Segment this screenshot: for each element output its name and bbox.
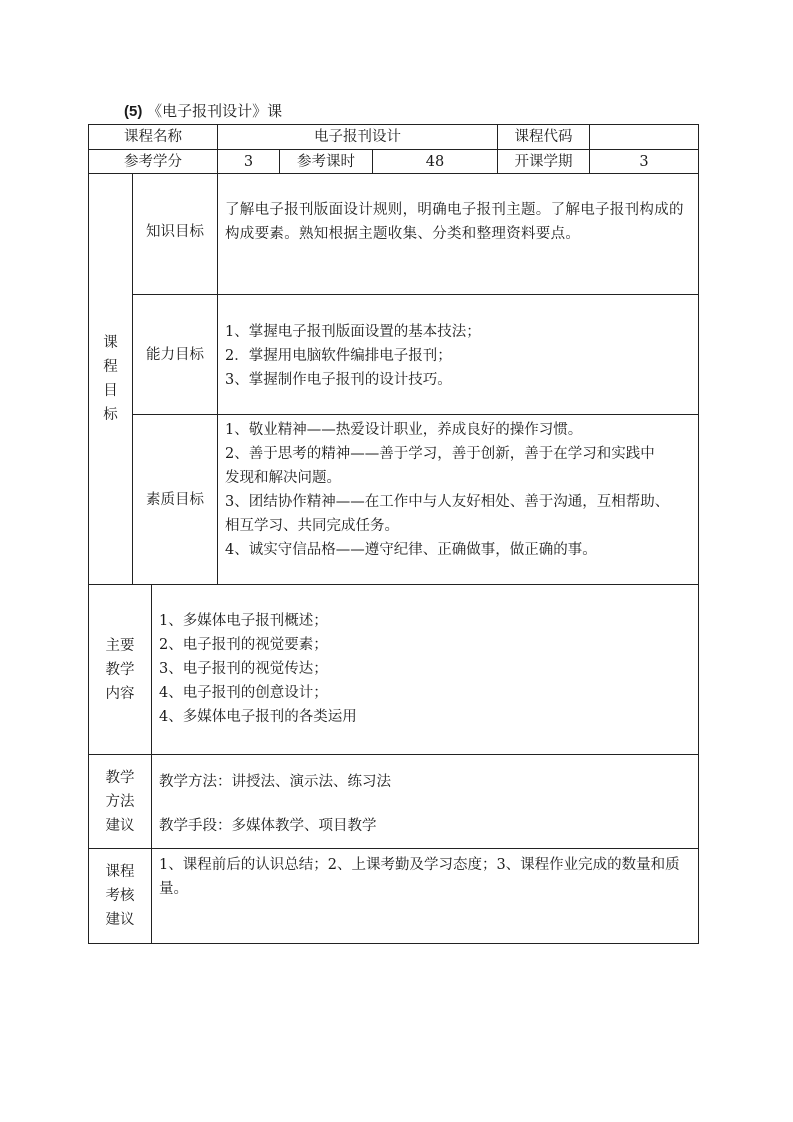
content-list — [159, 609, 689, 729]
course-name-label: 课程名称 — [124, 129, 182, 145]
list-item: 1、掌握电子报刊版面设置的基本技法； — [225, 324, 481, 340]
quality-objective-label: 素质目标 — [146, 491, 204, 508]
list-item: 1、敬业精神——热爱设计职业，养成良好的操作习惯。 — [225, 422, 583, 438]
list-item: 3、电子报刊的视觉传达； — [159, 661, 328, 677]
ability-objective-label: 能力目标 — [146, 346, 204, 363]
teaching-means: 教学手段：多媒体教学、项目教学 — [159, 818, 377, 834]
section-title: 《电子报刊设计》课 — [147, 102, 283, 120]
section-number: (5) — [124, 103, 143, 120]
list-item: 相互学习、共同完成任务。 — [225, 518, 399, 534]
objectives-group-label: 课 程 目 标 — [103, 335, 118, 423]
method-label: 教学 方法 建议 — [105, 769, 135, 834]
hours-label: 参考课时 — [297, 153, 355, 170]
course-code-label: 课程代码 — [514, 129, 573, 145]
list-item: 2．掌握用电脑软件编排电子报刊； — [225, 348, 452, 364]
list-item: 3、团结协作精神——在工作中与人友好相处、善于沟通，互相帮助、 — [225, 494, 670, 510]
list-item: 2、电子报刊的视觉要素； — [159, 637, 328, 653]
hours-value: 48 — [425, 153, 445, 170]
semester-value: 3 — [639, 153, 649, 170]
course-name-value: 电子报刊设计 — [314, 129, 401, 145]
list-item: 1、多媒体电子报刊概述； — [159, 613, 328, 629]
semester-label: 开课学期 — [514, 153, 573, 170]
list-item: 4、电子报刊的创意设计； — [159, 685, 328, 701]
list-item: 3、掌握制作电子报刊的设计技巧。 — [225, 372, 452, 388]
assessment-text: 1、课程前后的认识总结；2、上课考勤及学习态度；3、课程作业完成的数量和质量。 — [159, 857, 680, 897]
credit-label: 参考学分 — [124, 153, 182, 170]
knowledge-objective-text: 了解电子报刊版面设计规则，明确电子报刊主题。了解电子报刊构成的构成要素。熟知根据主题收集、分类和整理资料要点。 — [225, 202, 684, 242]
teaching-methods: 教学方法：讲授法、演示法、练习法 — [159, 774, 391, 790]
list-item: 发现和解决问题。 — [225, 470, 341, 486]
quality-objective-list — [225, 418, 693, 562]
knowledge-objective-label: 知识目标 — [146, 224, 204, 240]
content-label: 主要 教学 内容 — [105, 637, 135, 702]
list-item: 2、善于思考的精神——善于学习，善于创新，善于在学习和实践中 — [225, 446, 655, 462]
credit-value: 3 — [243, 153, 254, 170]
assessment-label: 课程 考核 建议 — [105, 864, 135, 928]
list-item: 4、多媒体电子报刊的各类运用 — [159, 709, 357, 725]
course-code-value — [590, 125, 698, 149]
ability-objective-list — [225, 320, 691, 392]
list-item: 4、诚实守信品格——遵守纪律、正确做事，做正确的事。 — [225, 542, 597, 558]
